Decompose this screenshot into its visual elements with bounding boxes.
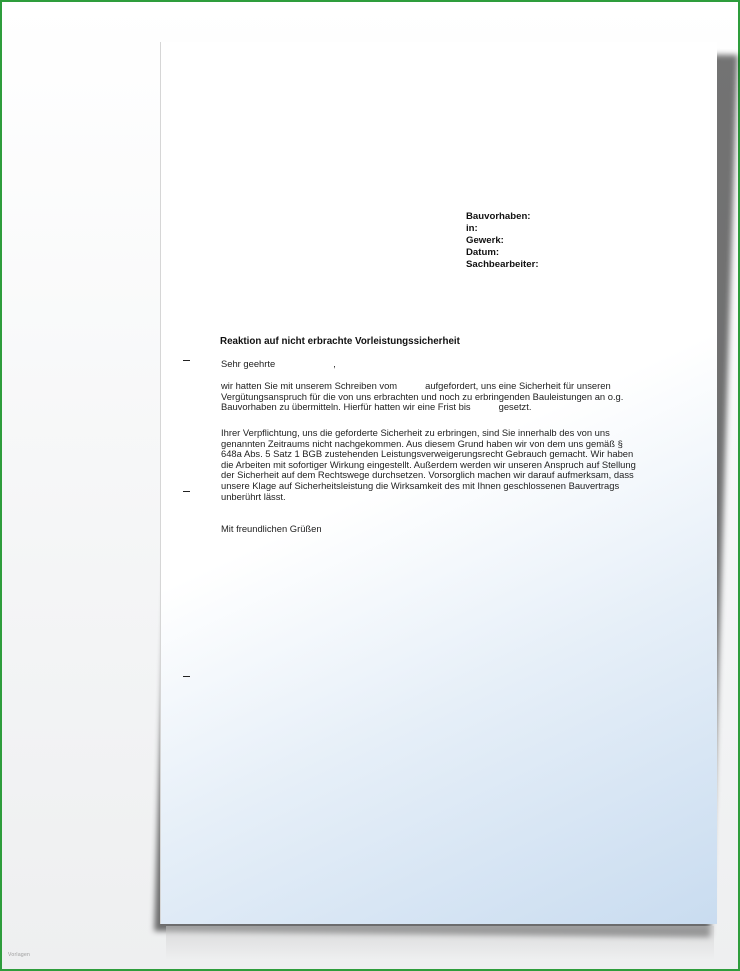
para1-line2: Vergütungsanspruch für die von uns erbrachten und noch zu erbringenden Bauleistungen an o.g. (221, 390, 624, 402)
meta-datum: Datum: (466, 247, 500, 258)
page-reflection (166, 926, 714, 960)
closing-greeting: Mit freundlichen Grüßen (221, 523, 322, 534)
para1-line3-a: Bauvorhaben zu übermitteln. Hierfür hatten wir eine Frist bis (221, 401, 471, 413)
para1-line3-b: gesetzt. (498, 401, 532, 413)
salutation-prefix: Sehr geehrte (221, 358, 276, 369)
meta-in: in: (466, 223, 478, 234)
para2-line: 648a Abs. 5 Satz 1 BGB zustehenden Leistungsverweigerungsrecht Gebrauch gemacht. Wir haben (221, 448, 634, 460)
meta-gewerk: Gewerk: (466, 235, 504, 246)
para2-line: unsere Klage auf Sicherheitsleistung die Wirksamkeit des mit Ihnen geschlossenen Bauvertrags (221, 479, 620, 491)
para2-line: die Arbeiten mit sofortiger Wirkung eingestellt. Außerdem werden wir unseren Anspruch auf Stellung (221, 458, 636, 470)
para1-line1-b: aufgefordert, uns eine Sicherheit für unseren (425, 380, 611, 391)
meta-block (466, 211, 539, 271)
watermark: Vorlagen (8, 952, 31, 958)
para1-line1-a: wir hatten Sie mit unserem Schreiben vom (221, 380, 398, 391)
meta-sachbearbeiter: Sachbearbeiter: (466, 259, 539, 270)
fold-mark (183, 360, 190, 361)
fold-mark (183, 676, 190, 677)
paragraph-consequence (221, 428, 651, 502)
fold-mark (183, 491, 190, 492)
salutation (221, 359, 651, 370)
document-page (160, 42, 717, 924)
subject-line: Reaktion auf nicht erbrachte Vorleistungssicherheit (220, 336, 460, 347)
para2-line: unberührt lässt. (221, 490, 286, 502)
para2-line: Ihrer Verpflichtung, uns die geforderte Sicherheit zu erbringen, sind Sie innerhalb des von uns (221, 427, 610, 438)
meta-bauvorhaben: Bauvorhaben: (466, 211, 531, 222)
paragraph-request (221, 381, 651, 413)
para2-line: genannten Zeitraums nicht nachgekommen. Aus diesem Grund haben wir von dem uns gemäß § (221, 437, 623, 449)
salutation-suffix: , (333, 358, 336, 369)
para2-line: der Sicherheit auf dem Rechtswege durchsetzen. Vorsorglich machen wir darauf aufmerksam, dass (221, 469, 634, 481)
